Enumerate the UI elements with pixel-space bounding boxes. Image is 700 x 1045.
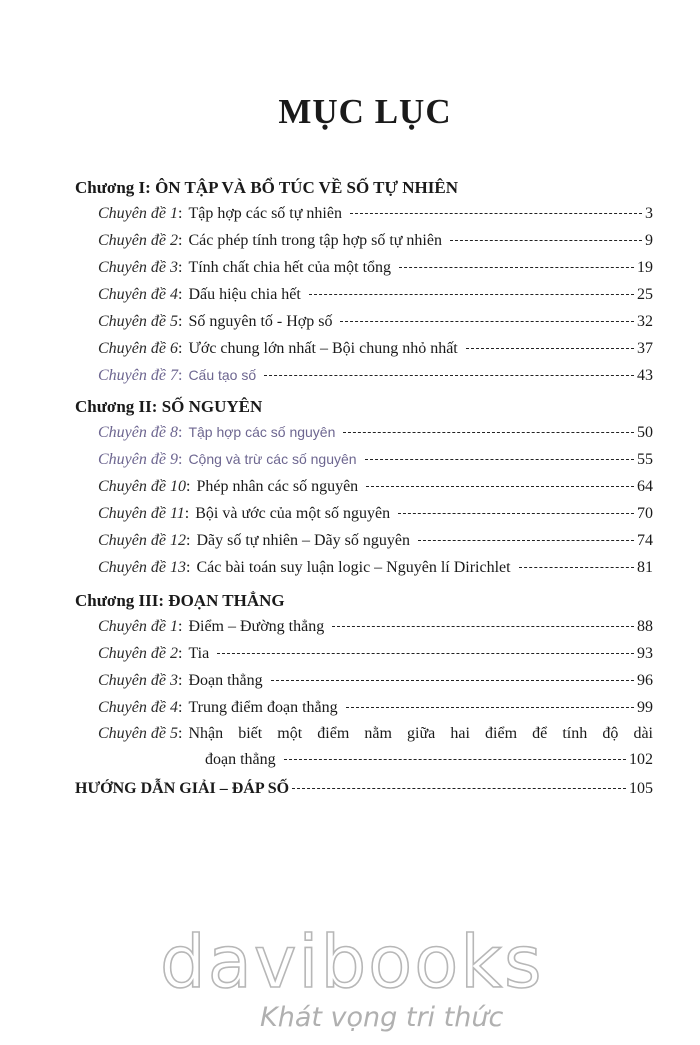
chapter-heading-3: Chương III: ĐOẠN THẲNG	[75, 591, 285, 610]
dot-leader	[450, 240, 642, 241]
entry-page: 19	[637, 259, 653, 276]
entry-title: Cấu tạo số	[188, 367, 257, 383]
entry-page: 102	[629, 751, 653, 768]
entry-label: Chuyên đề 7	[98, 367, 178, 384]
entry-title: Dãy số tự nhiên – Dãy số nguyên	[196, 532, 410, 549]
entry-label: Chuyên đề 4	[98, 699, 178, 716]
entry-title: Nhận biết một điểm nằm giữa hai điểm để tính độ dài	[188, 725, 653, 742]
toc-entry-answers[interactable]	[75, 777, 653, 801]
entry-page: 64	[637, 478, 653, 495]
entry-label: Chuyên đề 9	[98, 451, 178, 468]
toc-entry[interactable]: Chuyên đề 6 : Ước chung lớn nhất – Bội chung nhỏ nhất 37	[75, 335, 653, 362]
entry-label: Chuyên đề 10	[98, 478, 186, 495]
entry-title: Trung điểm đoạn thẳng	[188, 699, 338, 716]
entry-label: Chuyên đề 2	[98, 232, 178, 249]
entry-page: 93	[637, 645, 653, 662]
toc-entry[interactable]: Chuyên đề 5 : Nhận biết một điểm nằm giữa hai điểm để tính độ dài đoạn thẳng 102	[75, 721, 653, 773]
toc-entry[interactable]: Chuyên đề 2 : Tia 93	[75, 640, 653, 667]
dot-leader	[340, 321, 634, 322]
toc-entry[interactable]: Chuyên đề 3 : Tính chất chia hết của một tổng 19	[75, 254, 653, 281]
entry-page: 3	[645, 205, 653, 222]
entry-title: Phép nhân các số nguyên	[196, 478, 359, 495]
dot-leader	[350, 213, 642, 214]
entry-title: Điểm – Đường thẳng	[188, 618, 325, 635]
dot-leader	[346, 707, 634, 708]
entry-title: Tập hợp các số tự nhiên	[188, 205, 342, 222]
toc-entry[interactable]: Chuyên đề 12 : Dãy số tự nhiên – Dãy số nguyên 74	[75, 527, 653, 554]
entry-label: Chuyên đề 5	[98, 313, 178, 330]
entry-page: 32	[637, 313, 653, 330]
toc-entry[interactable]: Chuyên đề 10 : Phép nhân các số nguyên 64	[75, 473, 653, 500]
entry-title-continuation: đoạn thẳng	[205, 751, 276, 768]
entry-title: Tập hợp các số nguyên	[188, 424, 336, 440]
dot-leader	[366, 486, 634, 487]
entry-page: 25	[637, 286, 653, 303]
entry-label: Chuyên đề 6	[98, 340, 178, 357]
entry-label: Chuyên đề 3	[98, 672, 178, 689]
entry-title: Tia	[188, 645, 210, 662]
entry-title: Các bài toán suy luận logic – Nguyên lí Dirichlet	[196, 559, 511, 576]
entry-title: Bội và ước của một số nguyên	[195, 505, 391, 522]
chapter-heading-1: Chương I: ÔN TẬP VÀ BỔ TÚC VỀ SỐ TỰ NHIÊN	[75, 178, 459, 197]
entry-page: 88	[637, 618, 653, 635]
entry-title: Dấu hiệu chia hết	[188, 286, 301, 303]
entry-page: 55	[637, 451, 653, 468]
toc-entry[interactable]: Chuyên đề 4 : Dấu hiệu chia hết 25	[75, 281, 653, 308]
entry-page: 99	[637, 699, 653, 716]
entry-page: 70	[637, 505, 653, 522]
toc-entry[interactable]: Chuyên đề 11 : Bội và ước của một số nguyên 70	[75, 500, 653, 527]
entry-page: 81	[637, 559, 653, 576]
entry-label: Chuyên đề 11	[98, 505, 185, 522]
entry-page: 74	[637, 532, 653, 549]
entry-title: Cộng và trừ các số nguyên	[188, 451, 357, 467]
toc-entry[interactable]: Chuyên đề 5 : Số nguyên tố - Hợp số 32	[75, 308, 653, 335]
entry-title: Tính chất chia hết của một tổng	[188, 259, 392, 276]
entry-title: Các phép tính trong tập hợp số tự nhiên	[188, 232, 442, 249]
publisher-tagline: Khát vọng tri thức	[260, 1002, 504, 1033]
dot-leader	[343, 432, 634, 433]
toc-entry[interactable]: Chuyên đề 3 : Đoạn thẳng 96	[75, 667, 653, 694]
dot-leader	[271, 680, 634, 681]
dot-leader	[217, 653, 634, 654]
entry-label: Chuyên đề 12	[98, 532, 186, 549]
entry-label: Chuyên đề 13	[98, 559, 186, 576]
page-title: MỤC LỤC	[278, 92, 452, 131]
entry-label: Chuyên đề 3	[98, 259, 178, 276]
dot-leader	[264, 375, 634, 376]
answers-page: 105	[629, 780, 653, 797]
toc-entry[interactable]: Chuyên đề 4 : Trung điểm đoạn thẳng 99	[75, 694, 653, 721]
entry-label: Chuyên đề 2	[98, 645, 178, 662]
entry-page: 50	[637, 424, 653, 441]
dot-leader	[466, 348, 634, 349]
dot-leader	[418, 540, 634, 541]
toc-entry[interactable]: Chuyên đề 1 : Tập hợp các số tự nhiên 3	[75, 200, 653, 227]
dot-leader	[365, 459, 634, 460]
entry-page: 37	[637, 340, 653, 357]
entry-page: 43	[637, 367, 653, 384]
dot-leader	[332, 626, 634, 627]
entry-label: Chuyên đề 8	[98, 424, 178, 441]
dot-leader	[292, 788, 626, 789]
dot-leader	[398, 513, 634, 514]
chapter-heading-2: Chương II: SỐ NGUYÊN	[75, 397, 263, 416]
entry-label: Chuyên đề 1	[98, 205, 178, 222]
entry-label: Chuyên đề 1	[98, 618, 178, 635]
entry-page: 96	[637, 672, 653, 689]
toc-entry[interactable]: Chuyên đề 9 : Cộng và trừ các số nguyên 55	[75, 446, 653, 473]
toc-entry[interactable]: Chuyên đề 1 : Điểm – Đường thẳng 88	[75, 613, 653, 640]
dot-leader	[519, 567, 634, 568]
toc-entry[interactable]: Chuyên đề 7 : Cấu tạo số 43	[75, 362, 653, 389]
entry-page: 9	[645, 232, 653, 249]
toc-entry[interactable]: Chuyên đề 2 : Các phép tính trong tập hợp số tự nhiên 9	[75, 227, 653, 254]
entry-label: Chuyên đề 4	[98, 286, 178, 303]
dot-leader	[284, 759, 626, 760]
entry-title: Đoạn thẳng	[188, 672, 263, 689]
entry-title: Ước chung lớn nhất – Bội chung nhỏ nhất	[188, 340, 458, 357]
publisher-watermark: davibooks	[160, 920, 544, 1004]
answers-title: HƯỚNG DẪN GIẢI – ĐÁP SỐ	[75, 780, 290, 797]
entry-title: Số nguyên tố - Hợp số	[188, 313, 333, 330]
table-of-contents	[75, 176, 653, 801]
dot-leader	[399, 267, 634, 268]
entry-label: Chuyên đề 5	[98, 725, 178, 742]
toc-entry[interactable]: Chuyên đề 8 : Tập hợp các số nguyên 50	[75, 419, 653, 446]
dot-leader	[309, 294, 634, 295]
toc-entry[interactable]: Chuyên đề 13 : Các bài toán suy luận logic – Nguyên lí Dirichlet 81	[75, 554, 653, 581]
